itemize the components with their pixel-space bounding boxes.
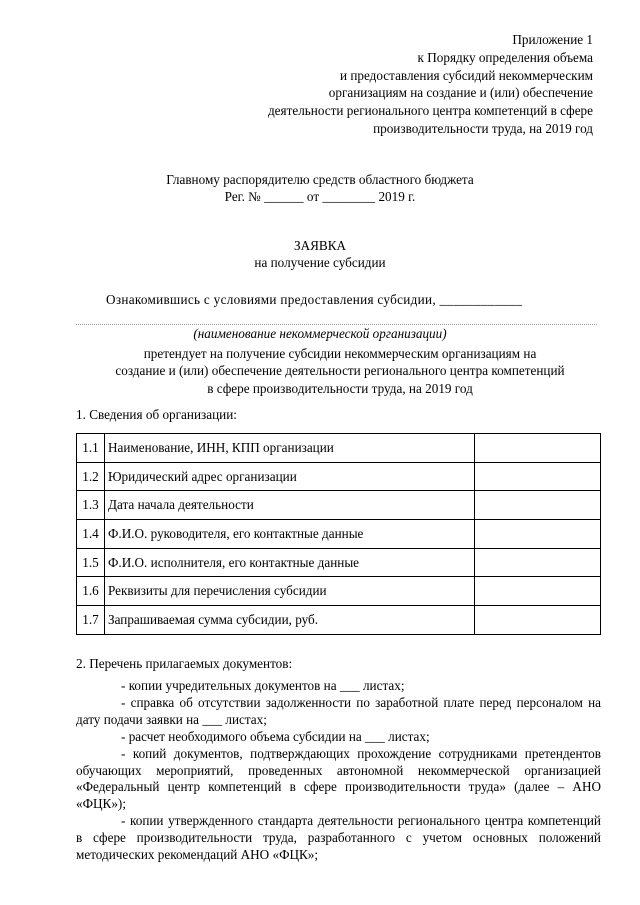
appendix-line: организациям на создание и (или) обеспечение: [328, 85, 593, 101]
row-number: 1.5: [77, 548, 105, 577]
row-number: 1.1: [77, 434, 105, 463]
row-value-cell[interactable]: [475, 434, 601, 463]
claim-line: претендует на получение субсидии некоммерческим организациям на: [143, 346, 537, 361]
row-number: 1.3: [77, 491, 105, 520]
table-row: [77, 577, 601, 606]
row-number: 1.6: [77, 577, 105, 606]
organization-info-table: [76, 433, 601, 635]
row-value-cell[interactable]: [475, 606, 601, 635]
organization-caption: (наименование некоммерческой организации): [193, 326, 447, 341]
appendix-line: деятельности регионального центра компетенций в сфере: [267, 103, 593, 119]
row-value-cell[interactable]: [475, 548, 601, 577]
row-label: Ф.И.О. исполнителя, его контактные данные: [105, 548, 475, 577]
document-item: - копии утвержденного стандарта деятельности регионального центра компетенций в сфере производительности труда, разработанного с учетом основных положений методических рекомендаций АНО «ФЦК»;: [76, 813, 601, 863]
title-heading: ЗАЯВКА: [293, 238, 347, 253]
appendix-line: и предоставления субсидий некоммерческим: [339, 67, 593, 83]
row-label: Запрашиваемая сумма субсидии, руб.: [105, 606, 475, 635]
table-row: [77, 606, 601, 635]
intro-text: Ознакомившись с условиями предоставления субсидии, ____________: [106, 292, 523, 307]
section1-heading: 1. Сведения об организации:: [76, 407, 237, 422]
table-row: [77, 462, 601, 491]
appendix-line: производительности труда, на 2019 год: [373, 120, 593, 136]
row-label: Реквизиты для перечисления субсидии: [105, 577, 475, 606]
recipient-line: Главному распорядителю средств областного бюджета: [166, 172, 474, 187]
registration-line: Рег. № ______ от ________ 2019 г.: [224, 189, 416, 204]
title-subheading: на получение субсидии: [254, 255, 386, 270]
appendix-header: [268, 31, 593, 138]
row-value-cell[interactable]: [475, 462, 601, 491]
claim-line: в сфере производительности труда, на 2019 год: [207, 380, 473, 396]
appendix-line: Приложение 1: [512, 32, 593, 47]
row-number: 1.2: [77, 462, 105, 491]
table-row: [77, 548, 601, 577]
document-item: - копий документов, подтверждающих прохождение сотрудниками претендентов обучающих мероприятий, проведенных автономной некоммерческой организацией «Федеральный центр компетенций в сфере производительности труда» (далее – АНО «ФЦК»);: [76, 745, 601, 812]
organization-name-rule: [76, 324, 597, 325]
appendix-line: к Порядку определения объема: [417, 49, 593, 65]
document-item: - расчет необходимого объема субсидии на ___ листах;: [121, 728, 430, 744]
table-row: [77, 491, 601, 520]
document-item: - копии учредительных документов на ___ листах;: [121, 678, 405, 693]
document-title: [0, 237, 640, 271]
section2-heading: 2. Перечень прилагаемых документов:: [76, 656, 293, 671]
row-number: 1.7: [77, 606, 105, 635]
row-value-cell[interactable]: [475, 577, 601, 606]
claim-paragraph: [76, 345, 604, 397]
row-value-cell[interactable]: [475, 520, 601, 549]
row-value-cell[interactable]: [475, 491, 601, 520]
row-number: 1.4: [77, 520, 105, 549]
row-label: Дата начала деятельности: [105, 491, 475, 520]
row-label: Наименование, ИНН, КПП организации: [105, 434, 475, 463]
intro-line: [106, 292, 522, 308]
claim-line: создание и (или) обеспечение деятельности регионального центра компетенций: [115, 363, 565, 379]
document-item: - справка об отсутствии задолженности по заработной плате перед персоналом на дату подачи заявки на ___ листах;: [76, 694, 601, 727]
row-label: Ф.И.О. руководителя, его контактные данные: [105, 520, 475, 549]
attached-documents-list: [76, 678, 601, 864]
table-row: [77, 434, 601, 463]
row-label: Юридический адрес организации: [105, 462, 475, 491]
recipient-block: [0, 171, 640, 205]
table-row: [77, 520, 601, 549]
